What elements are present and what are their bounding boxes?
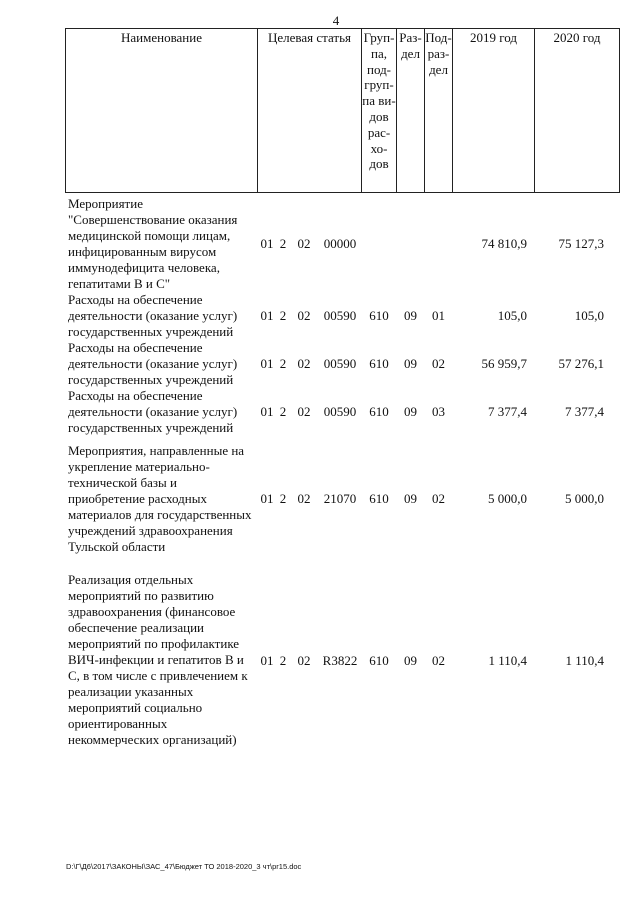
value-2019: 7 377,4 <box>488 404 527 419</box>
article-part-3: 02 <box>297 491 311 506</box>
group-code: 610 <box>369 356 389 371</box>
row-name: Расходы на обеспечение деятельности (оказание услуг) государственных учреждений <box>68 388 238 435</box>
article-part-3: 02 <box>297 308 311 323</box>
header-group: Груп- па, под- груп- па ви- дов рас- хо- дов <box>362 30 396 172</box>
article-part-2: 2 <box>279 491 287 506</box>
header-subsection: Под- раз- дел <box>425 30 452 77</box>
row-name: Мероприятие "Совершенствование оказания медицинской помощи лицам, инфицированным вирусом иммунодефицита человека, гепатитами В и С" <box>68 196 238 291</box>
value-2019: 74 810,9 <box>481 236 527 251</box>
header-year-2019: 2019 год <box>470 30 517 45</box>
header-bottom-border <box>65 192 619 193</box>
header-section: Раз- дел <box>399 30 422 61</box>
row-name: Расходы на обеспечение деятельности (оказание услуг) государственных учреждений <box>68 340 238 387</box>
value-2020: 75 127,3 <box>558 236 604 251</box>
value-2019: 1 110,4 <box>488 653 527 668</box>
article-part-2: 2 <box>279 404 287 419</box>
header-divider <box>534 28 535 193</box>
article-part-4: 00590 <box>323 356 357 371</box>
group-code: 610 <box>369 653 389 668</box>
article-part-1: 01 <box>260 308 274 323</box>
section-code: 09 <box>404 404 417 419</box>
value-2019: 5 000,0 <box>488 491 527 506</box>
article-part-1: 01 <box>260 491 274 506</box>
value-2020: 57 276,1 <box>558 356 604 371</box>
header-divider <box>257 28 258 193</box>
article-part-1: 01 <box>260 356 274 371</box>
article-part-4: 00000 <box>323 236 357 251</box>
article-part-4: R3822 <box>322 653 358 668</box>
article-part-2: 2 <box>279 236 287 251</box>
group-code: 610 <box>369 308 389 323</box>
value-2020: 1 110,4 <box>565 653 604 668</box>
header-year-2020: 2020 год <box>553 30 601 45</box>
page-number: 4 <box>332 13 340 28</box>
row-name: Мероприятия, направленные на укрепление материально- технической базы и приобретение расходных материалов для государственных учреждений здравоохранения Тульской области <box>68 443 252 554</box>
section-code: 09 <box>404 653 417 668</box>
article-part-4: 00590 <box>323 308 357 323</box>
subsection-code: 02 <box>432 491 445 506</box>
subsection-code: 03 <box>432 404 445 419</box>
section-code: 09 <box>404 356 417 371</box>
header-top-border <box>65 28 619 29</box>
row-name: Реализация отдельных мероприятий по развитию здравоохранения (финансовое обеспечение реализации мероприятий по профилактике ВИЧ-инфекции и гепатитов В и С, в том числе с привлечением к реализации указанных мероприятий социально ориентированных некоммерческих организаций) <box>68 572 248 747</box>
article-part-4: 21070 <box>323 491 357 506</box>
value-2019: 56 959,7 <box>481 356 527 371</box>
article-part-1: 01 <box>260 236 274 251</box>
group-code: 610 <box>369 491 389 506</box>
section-code: 09 <box>404 308 417 323</box>
header-divider <box>619 28 620 193</box>
article-part-2: 2 <box>279 653 287 668</box>
footer-file-path: D:\Г\Д6\2017\ЗАКОНЫ\ЗАС_47\Бюджет ТО 2018-2020_3 чт\pr15.doc <box>66 862 302 871</box>
article-part-3: 02 <box>297 356 311 371</box>
article-part-1: 01 <box>260 653 274 668</box>
subsection-code: 02 <box>432 356 445 371</box>
group-code: 610 <box>369 404 389 419</box>
article-part-3: 02 <box>297 653 311 668</box>
header-target-article: Целевая статья <box>267 30 351 45</box>
header-divider <box>452 28 453 193</box>
article-part-4: 00590 <box>323 404 357 419</box>
header-divider <box>65 28 66 193</box>
value-2020: 7 377,4 <box>565 404 604 419</box>
row-name: Расходы на обеспечение деятельности (оказание услуг) государственных учреждений <box>68 292 238 339</box>
article-part-1: 01 <box>260 404 274 419</box>
header-name: Наименование <box>121 30 202 45</box>
article-part-3: 02 <box>297 404 311 419</box>
section-code: 09 <box>404 491 417 506</box>
article-part-3: 02 <box>297 236 311 251</box>
subsection-code: 01 <box>432 308 445 323</box>
article-part-2: 2 <box>279 356 287 371</box>
article-part-2: 2 <box>279 308 287 323</box>
value-2019: 105,0 <box>497 308 527 323</box>
value-2020: 105,0 <box>574 308 604 323</box>
value-2020: 5 000,0 <box>565 491 604 506</box>
subsection-code: 02 <box>432 653 445 668</box>
